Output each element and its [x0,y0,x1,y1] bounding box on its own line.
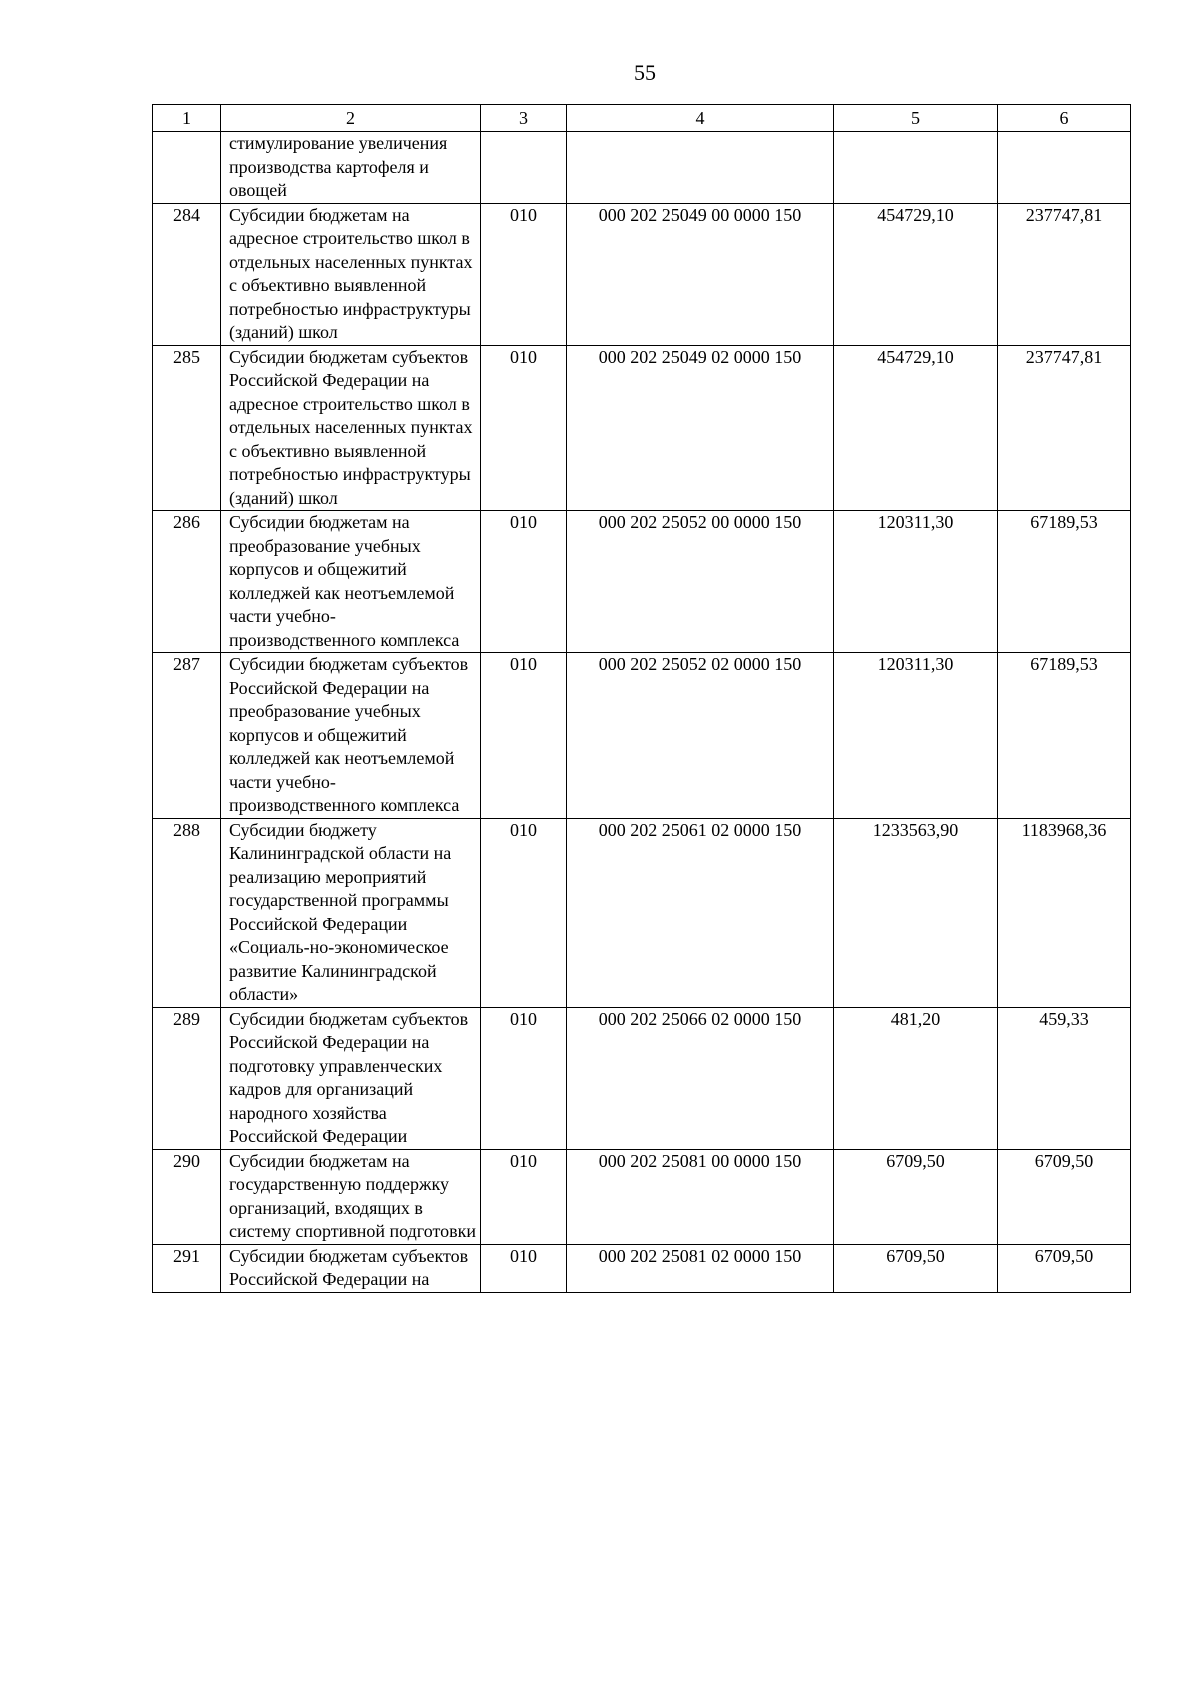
row-kbk: 000 202 25081 00 0000 150 [567,1149,834,1244]
row-name: стимулирование увеличения производства картофеля и овощей [221,132,481,204]
row-admin-code: 010 [481,653,567,819]
row-actual [998,132,1131,204]
column-header: 3 [481,105,567,132]
row-kbk: 000 202 25049 00 0000 150 [567,203,834,345]
row-name: Субсидии бюджетам на государственную поддержку организаций, входящих в систему спортивной подготовки [221,1149,481,1244]
row-actual: 237747,81 [998,345,1131,511]
row-admin-code: 010 [481,203,567,345]
row-name: Субсидии бюджету Калининградской области на реализацию мероприятий государственной программы Российской Федерации «Социаль-но-экономическое развитие Калининградской области» [221,818,481,1007]
column-header: 1 [153,105,221,132]
row-actual: 1183968,36 [998,818,1131,1007]
table-row [153,1007,1131,1149]
table-row [153,1149,1131,1244]
row-plan: 454729,10 [834,203,998,345]
table-row [153,132,1131,204]
row-admin-code: 010 [481,1149,567,1244]
row-plan: 1233563,90 [834,818,998,1007]
page-number: 55 [634,60,656,85]
row-actual: 6709,50 [998,1149,1131,1244]
row-name: Субсидии бюджетам субъектов Российской Федерации на подготовку управленческих кадров для организаций народного хозяйства Российской Федерации [221,1007,481,1149]
table-row [153,1244,1131,1292]
row-name: Субсидии бюджетам на преобразование учебных корпусов и общежитий колледжей как неотъемлемой части учебно-производственного комплекса [221,511,481,653]
row-plan [834,132,998,204]
row-number: 289 [153,1007,221,1149]
table-row [153,203,1131,345]
row-number [153,132,221,204]
row-name: Субсидии бюджетам субъектов Российской Федерации на адресное строительство школ в отдельных населенных пунктах с объективно выявленной потребностью инфраструктуры (зданий) школ [221,345,481,511]
row-actual: 237747,81 [998,203,1131,345]
row-actual: 6709,50 [998,1244,1131,1292]
row-kbk: 000 202 25081 02 0000 150 [567,1244,834,1292]
row-plan: 120311,30 [834,511,998,653]
column-header: 4 [567,105,834,132]
row-number: 288 [153,818,221,1007]
row-kbk: 000 202 25066 02 0000 150 [567,1007,834,1149]
row-admin-code: 010 [481,1007,567,1149]
row-plan: 454729,10 [834,345,998,511]
row-number: 287 [153,653,221,819]
budget-table [152,104,1131,1293]
column-header: 6 [998,105,1131,132]
row-kbk: 000 202 25052 00 0000 150 [567,511,834,653]
row-actual: 67189,53 [998,511,1131,653]
table-row [153,511,1131,653]
column-header: 2 [221,105,481,132]
row-number: 286 [153,511,221,653]
table-header-row [153,105,1131,132]
row-admin-code: 010 [481,1244,567,1292]
row-number: 290 [153,1149,221,1244]
row-kbk: 000 202 25052 02 0000 150 [567,653,834,819]
row-plan: 481,20 [834,1007,998,1149]
row-plan: 6709,50 [834,1244,998,1292]
row-plan: 120311,30 [834,653,998,819]
row-name: Субсидии бюджетам субъектов Российской Федерации на [221,1244,481,1292]
row-kbk: 000 202 25049 02 0000 150 [567,345,834,511]
column-header: 5 [834,105,998,132]
row-admin-code: 010 [481,511,567,653]
row-number: 285 [153,345,221,511]
table-row [153,345,1131,511]
row-actual: 67189,53 [998,653,1131,819]
row-kbk [567,132,834,204]
row-name: Субсидии бюджетам субъектов Российской Федерации на преобразование учебных корпусов и общежитий колледжей как неотъемлемой части учебно-производственного комплекса [221,653,481,819]
row-plan: 6709,50 [834,1149,998,1244]
row-kbk: 000 202 25061 02 0000 150 [567,818,834,1007]
row-admin-code: 010 [481,345,567,511]
table-row [153,653,1131,819]
row-actual: 459,33 [998,1007,1131,1149]
row-number: 291 [153,1244,221,1292]
row-admin-code [481,132,567,204]
table-row [153,818,1131,1007]
row-number: 284 [153,203,221,345]
row-name: Субсидии бюджетам на адресное строительство школ в отдельных населенных пунктах с объективно выявленной потребностью инфраструктуры (зданий) школ [221,203,481,345]
row-admin-code: 010 [481,818,567,1007]
